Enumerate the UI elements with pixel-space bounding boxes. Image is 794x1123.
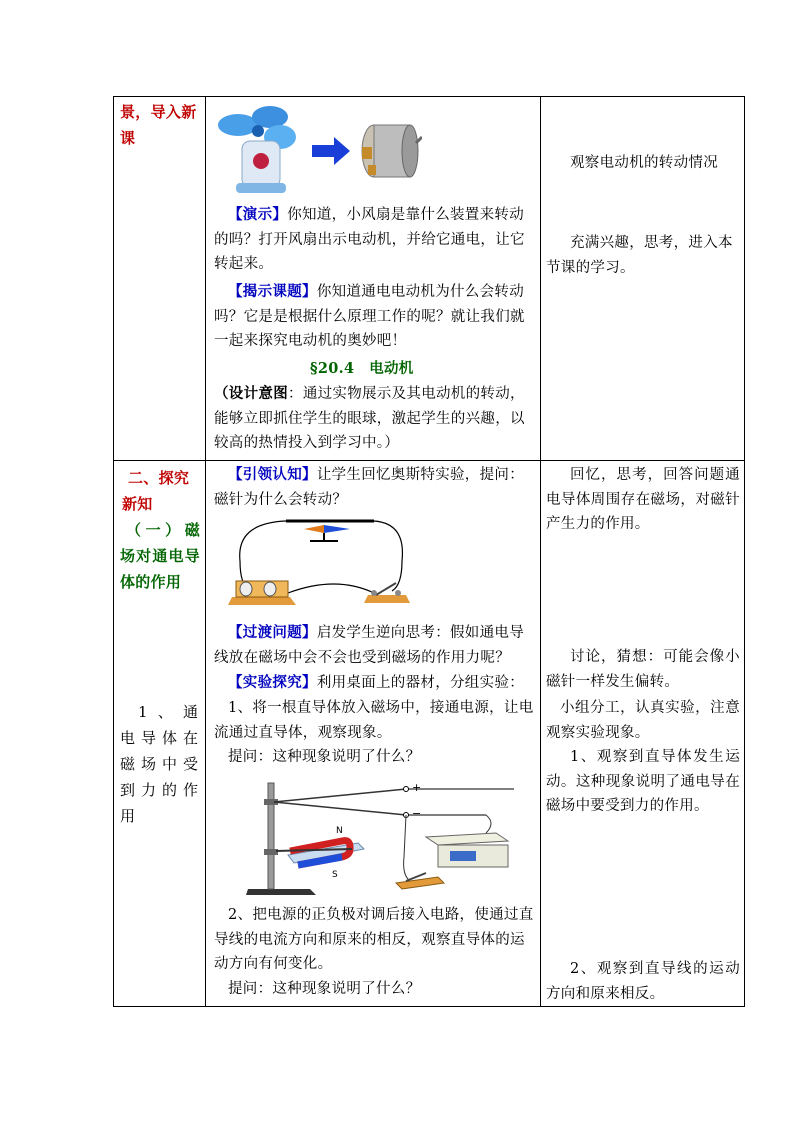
design-colon: ： — [288, 386, 303, 402]
reveal-label: 【揭示课题】 — [228, 283, 317, 300]
lesson-table — [113, 96, 745, 1007]
design-label: （设计意图 — [214, 385, 288, 402]
row2-item-title: 1、通电导体在磁场中受到力的作用 — [120, 703, 200, 825]
conductor-in-magnetic-field-diagram — [246, 777, 514, 897]
fan-icon — [218, 106, 296, 193]
row2-student-guess: 讨论，猜想：可能会像小磁针一样发生偏转。 — [546, 649, 740, 690]
oersted-experiment-diagram — [226, 515, 410, 607]
positive-terminal-label: + — [412, 781, 422, 794]
row2-subsection-title: （一）磁场对通电导体的作用 — [120, 521, 200, 591]
row2-student-observe1: 1、观察到直导体发生运动。这种现象说明了通电导在磁场中要受到力的作用。 — [546, 749, 740, 814]
lesson-title: §20.4 电动机 — [310, 360, 414, 377]
row1-student-interest: 充满兴趣，思考，进入本节课的学习。 — [546, 235, 733, 276]
design-paragraph — [214, 382, 536, 456]
design-text: 通过实物展示及其电动机的转动，能够立即抓住学生的眼球，激起学生的兴趣，以较高的热情投入到学习中。） — [214, 386, 525, 451]
demo-paragraph — [214, 203, 536, 277]
reveal-paragraph — [214, 280, 536, 354]
arrow-right-icon — [312, 137, 350, 165]
stand-icon — [246, 783, 406, 895]
row1-stage-label: 景，导入新课 — [120, 103, 197, 147]
horseshoe-magnet-icon — [276, 826, 364, 880]
row2-student-observe2: 2、观察到直导线的运动方向和原来相反。 — [546, 961, 740, 1002]
transition-paragraph — [214, 621, 536, 670]
compass-needle-icon — [304, 525, 350, 541]
negative-terminal-label: − — [412, 807, 422, 820]
magnet-south-label: S — [332, 870, 338, 880]
knife-switch-icon — [396, 873, 444, 889]
row1-student-observe: 观察电动机的转动情况 — [570, 155, 718, 171]
switch-icon — [364, 583, 410, 603]
demo-text: 你知道，小风扇是靠什么装置来转动的吗？打开风扇出示电动机，并给它通电，让它转起来。 — [214, 207, 525, 272]
transition-label: 【过渡问题】 — [228, 624, 317, 641]
demo-label: 【演示】 — [228, 206, 288, 223]
lead-label: 【引领认知】 — [228, 466, 317, 483]
step2-paragraph: 2、把电源的正负极对调后接入电路，使通过直导线的电流方向和原来的相反，观察直导体的运动方向有何变化。 — [214, 907, 534, 972]
row2-section-title: 二、探究新知 — [122, 469, 190, 513]
row2-student-group: 小组分工，认真实验，注意观察实验现象。 — [546, 700, 740, 741]
question1: 提问：这种现象说明了什么？ — [228, 749, 421, 765]
column-divider-1 — [205, 97, 206, 1006]
motor-icon — [362, 125, 422, 177]
fan-motor-illustration — [212, 103, 422, 195]
experiment-text: 利用桌面上的器材，分组实验： — [316, 675, 525, 691]
experiment-label: 【实验探究】 — [228, 674, 317, 691]
row2-student-recall: 回忆，思考，回答问题通电导体周围存在磁场，对磁针产生力的作用。 — [546, 467, 740, 532]
magnet-north-label: N — [336, 826, 343, 836]
step1-paragraph: 1、将一根直导体放入磁场中，接通电源，让电流通过直导体，观察现象。 — [214, 700, 534, 741]
battery-holder-icon — [228, 581, 296, 605]
reveal-text: 你知道通电电动机为什么会转动吗？它是是根据什么原理工作的呢？就让我们就一起来探究电动机的奥妙吧！ — [214, 284, 525, 349]
column-divider-2 — [540, 97, 541, 1006]
transition-text: 启发学生逆向思考：假如通电导线放在磁场中会不会也受到磁场的作用力呢？ — [214, 625, 525, 666]
lead-paragraph — [214, 463, 536, 512]
lead-text: 让学生回忆奥斯特实验，提问：磁针为什么会转动？ — [214, 467, 525, 508]
experiment-paragraph — [214, 671, 536, 696]
power-supply-icon — [426, 833, 508, 867]
row-divider — [114, 460, 744, 461]
question2: 提问：这种现象说明了什么？ — [228, 981, 421, 997]
